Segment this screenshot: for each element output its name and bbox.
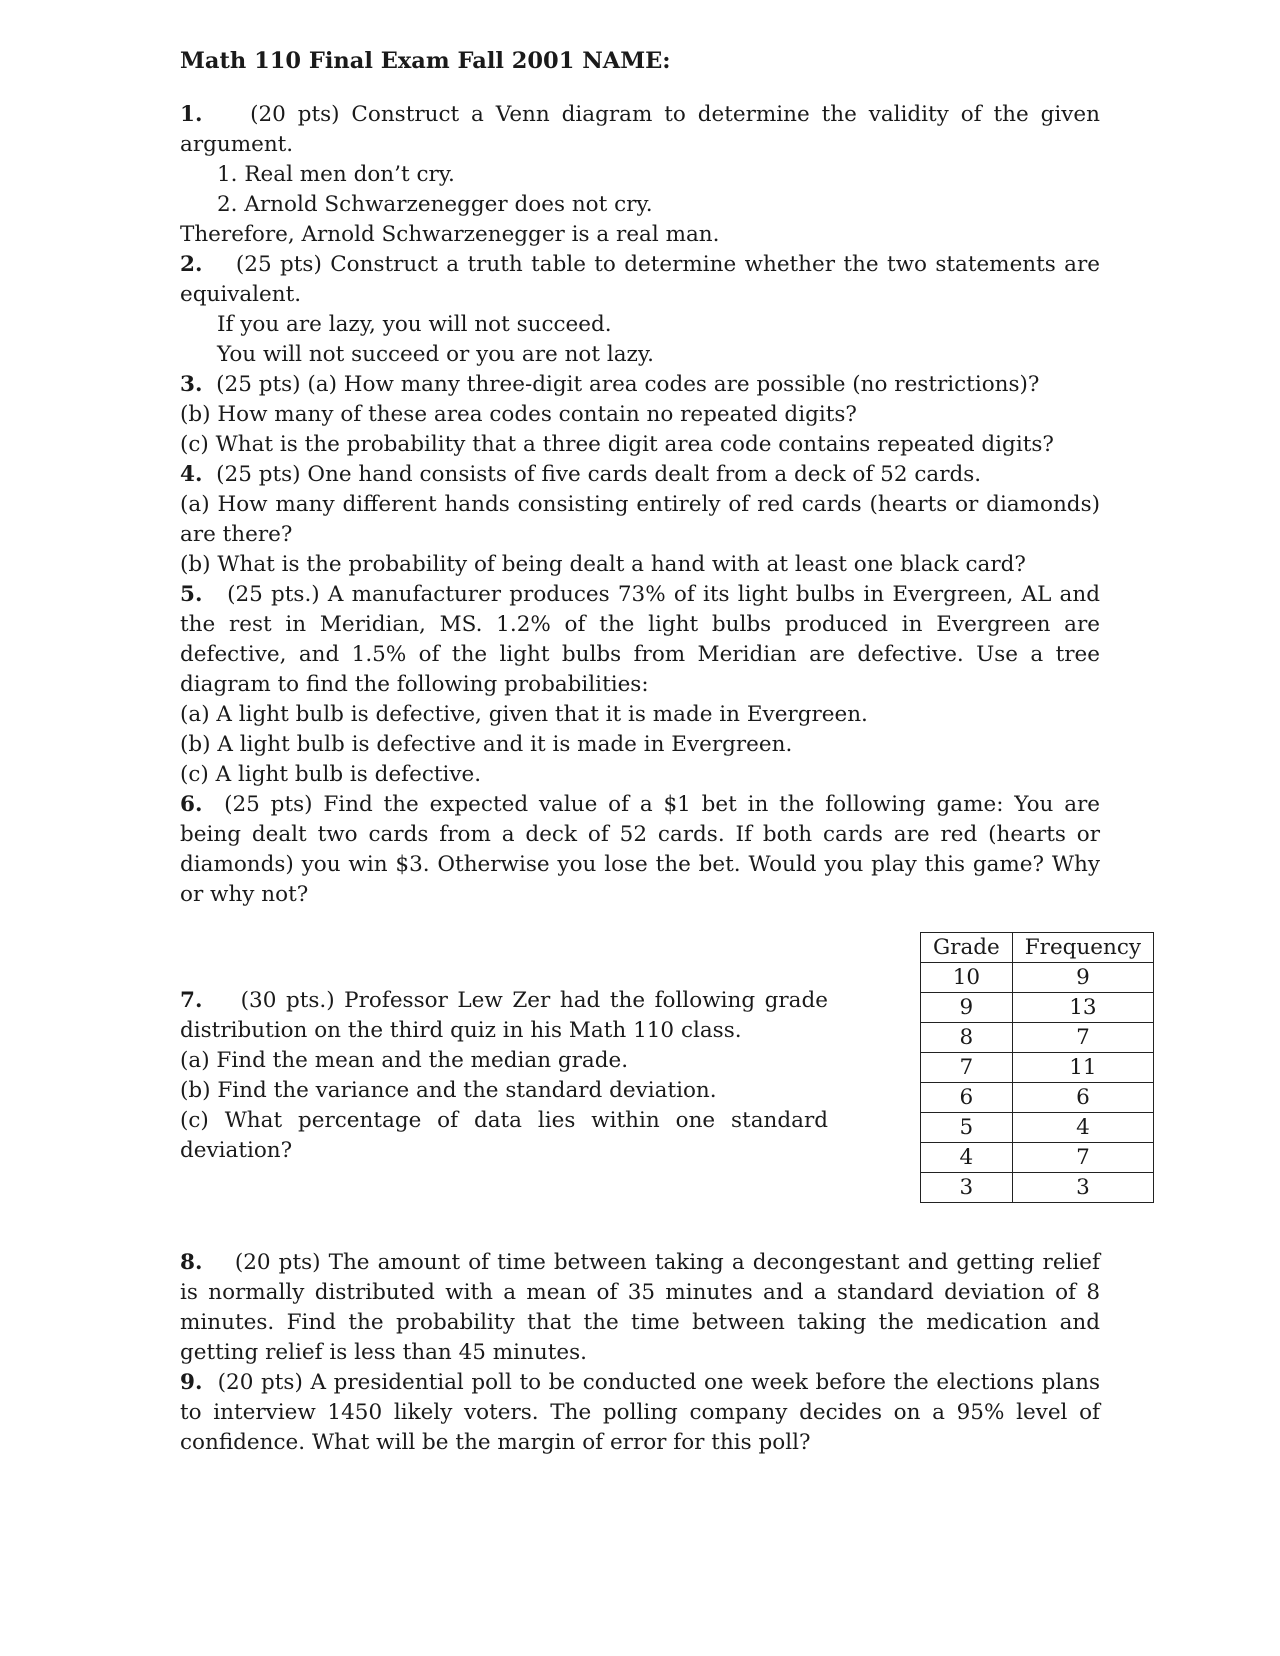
conclusion-line: Therefore, Arnold Schwarzenegger is a real man.	[180, 222, 720, 247]
question-text: (20 pts) A presidential poll to be conducted one week before the elections plans to interview 1450 likely voters. The polling company decides on a 95% level of confidence. What will be the margin of error for this poll?	[180, 1370, 1101, 1455]
grade-cell: 8	[921, 1023, 1013, 1053]
question-number: 8.	[180, 1250, 203, 1275]
grade-cell: 7	[921, 1053, 1013, 1083]
question-8	[180, 1248, 1100, 1368]
question-4	[180, 460, 1100, 580]
table-row	[921, 1023, 1154, 1053]
question-part: (b) What is the probability of being dealt a hand with at least one black card?	[180, 552, 1026, 577]
table-row	[921, 993, 1154, 1023]
grade-cell: 9	[921, 993, 1013, 1023]
frequency-cell: 3	[1012, 1173, 1153, 1203]
frequency-cell: 9	[1012, 963, 1153, 993]
premise-line: 1. Real men don’t cry.	[217, 162, 455, 187]
question-3	[180, 370, 1100, 460]
grade-cell: 5	[921, 1113, 1013, 1143]
grade-frequency-table	[920, 932, 1154, 1203]
question-9	[180, 1368, 1100, 1458]
table-row	[921, 1143, 1154, 1173]
frequency-cell: 7	[1012, 1023, 1153, 1053]
question-part: (a) A light bulb is defective, given that it is made in Evergreen.	[180, 702, 868, 727]
question-7-text	[180, 986, 828, 1166]
question-number: 6.	[180, 792, 203, 817]
question-6	[180, 790, 1100, 910]
column-header-grade: Grade	[921, 933, 1013, 963]
question-number: 5.	[180, 582, 203, 607]
question-number: 4.	[180, 462, 203, 487]
question-text: (25 pts) Find the expected value of a $1 bet in the following game: You are being dealt two cards from a deck of 52 cards. If both cards are red (hearts or diamonds) you win $3. Otherwise you lose the bet. Would you play this game? Why or why not?	[180, 792, 1101, 907]
question-part: (c) What percentage of data lies within one standard deviation?	[180, 1108, 828, 1163]
frequency-cell: 7	[1012, 1143, 1153, 1173]
table-header-row	[921, 933, 1154, 963]
question-2	[180, 250, 1100, 370]
premise-line: 2. Arnold Schwarzenegger does not cry.	[217, 192, 653, 217]
question-number: 3.	[180, 372, 203, 397]
question-part: (a) How many different hands consisting entirely of red cards (hearts or diamonds) are there?	[180, 492, 1100, 547]
grade-cell: 3	[921, 1173, 1013, 1203]
exam-title: Math 110 Final Exam Fall 2001 NAME:	[180, 48, 671, 74]
question-part: (b) Find the variance and the standard deviation.	[180, 1078, 717, 1103]
exam-page	[180, 46, 1142, 1458]
question-part: (c) What is the probability that a three digit area code contains repeated digits?	[180, 432, 1054, 457]
statement-line: You will not succeed or you are not lazy.	[217, 342, 654, 367]
question-part: (c) A light bulb is defective.	[180, 762, 482, 787]
table-row	[921, 1113, 1154, 1143]
table-row	[921, 963, 1154, 993]
question-number: 7.	[180, 988, 203, 1013]
question-text: (25 pts) Construct a truth table to determine whether the two statements are equivalent.	[180, 252, 1100, 307]
question-text: (25 pts.) A manufacturer produces 73% of its light bulbs in Evergreen, AL and the rest in Meridian, MS. 1.2% of the light bulbs produced in Evergreen are defective, and 1.5% of the light bulbs from Meridian are defective. Use a tree diagram to find the following probabilities:	[180, 582, 1100, 697]
question-text: (25 pts) (a) How many three-digit area codes are possible (no restrictions)?	[216, 372, 1040, 397]
statement-line: If you are lazy, you will not succeed.	[217, 312, 612, 337]
table-row	[921, 1173, 1154, 1203]
question-part: (a) Find the mean and the median grade.	[180, 1048, 629, 1073]
grade-cell: 4	[921, 1143, 1013, 1173]
frequency-cell: 6	[1012, 1083, 1153, 1113]
question-1	[180, 100, 1100, 250]
question-part: (b) How many of these area codes contain no repeated digits?	[180, 402, 857, 427]
frequency-cell: 13	[1012, 993, 1153, 1023]
frequency-cell: 11	[1012, 1053, 1153, 1083]
table-row	[921, 1053, 1154, 1083]
question-text: (20 pts) The amount of time between taking a decongestant and getting relief is normally distributed with a mean of 35 minutes and a standard deviation of 8 minutes. Find the probability that the time between taking the medication and getting relief is less than 45 minutes.	[180, 1250, 1100, 1365]
frequency-cell: 4	[1012, 1113, 1153, 1143]
question-part: (b) A light bulb is defective and it is made in Evergreen.	[180, 732, 793, 757]
question-text: (30 pts.) Professor Lew Zer had the following grade distribution on the third quiz in his Math 110 class.	[180, 988, 828, 1043]
question-number: 1.	[180, 102, 203, 127]
question-5	[180, 580, 1100, 790]
question-text: (20 pts) Construct a Venn diagram to determine the validity of the given argument.	[180, 102, 1100, 157]
grade-cell: 10	[921, 963, 1013, 993]
question-text: (25 pts) One hand consists of five cards dealt from a deck of 52 cards.	[216, 462, 982, 487]
grade-cell: 6	[921, 1083, 1013, 1113]
table-row	[921, 1083, 1154, 1113]
question-number: 9.	[180, 1370, 203, 1395]
question-7	[180, 932, 1142, 1232]
column-header-frequency: Frequency	[1012, 933, 1153, 963]
question-number: 2.	[180, 252, 203, 277]
